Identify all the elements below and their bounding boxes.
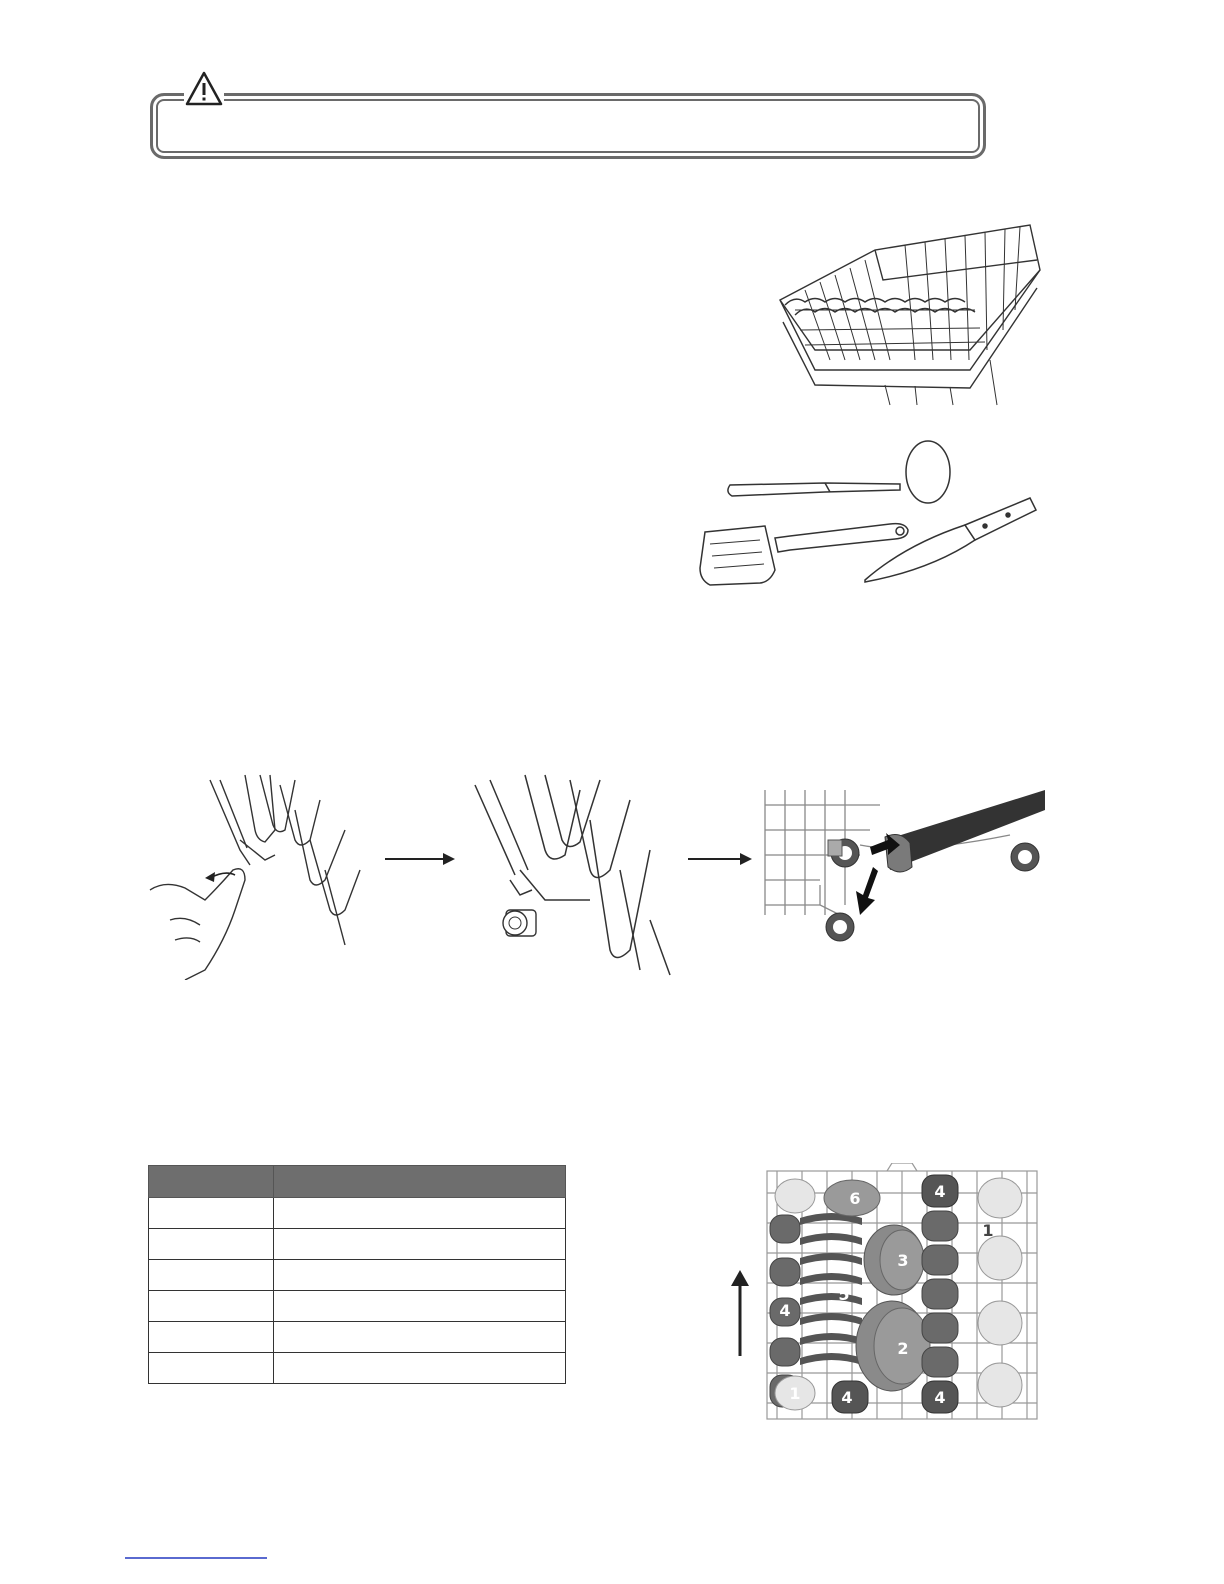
table-row [149, 1229, 566, 1260]
loading-table [148, 1165, 566, 1384]
table-cell [274, 1260, 566, 1291]
table-cell [274, 1198, 566, 1229]
wheel-removal-step-2 [470, 770, 675, 980]
utensils-illustration [690, 440, 1045, 595]
upper-basket-illustration [775, 210, 1045, 410]
footer-link-underline [125, 1557, 267, 1559]
label-4: 4 [841, 1388, 853, 1407]
table-row [149, 1260, 566, 1291]
arrow-right-icon [688, 852, 752, 866]
label-4: 4 [934, 1388, 946, 1407]
arrow-right-icon [385, 852, 455, 866]
label-4: 4 [934, 1182, 946, 1201]
wheel-removal-step-1 [145, 770, 375, 980]
table-header-cell [274, 1166, 566, 1198]
table-cell [149, 1322, 274, 1353]
table-cell [274, 1291, 566, 1322]
table-row [149, 1353, 566, 1384]
label-6: 6 [849, 1189, 861, 1208]
basket-loading-diagram [762, 1163, 1044, 1425]
table-header-row [149, 1166, 566, 1198]
warning-box [150, 93, 986, 159]
table-row [149, 1291, 566, 1322]
table-cell [274, 1229, 566, 1260]
arrow-up-icon [730, 1270, 750, 1356]
wheel-removal-step-3 [760, 785, 1050, 950]
table-cell [149, 1260, 274, 1291]
label-4: 4 [779, 1301, 791, 1320]
warning-triangle-icon [184, 70, 224, 108]
label-2: 2 [897, 1339, 909, 1358]
table-cell [149, 1229, 274, 1260]
table-row [149, 1198, 566, 1229]
label-1: 1 [982, 1221, 994, 1240]
label-3: 3 [897, 1251, 909, 1270]
label-1: 1 [789, 1384, 801, 1403]
label-5: 5 [838, 1285, 850, 1304]
table-cell [274, 1322, 566, 1353]
table-cell [149, 1353, 274, 1384]
table-cell [149, 1198, 274, 1229]
table-cell [149, 1291, 274, 1322]
table-header-cell [149, 1166, 274, 1198]
table-row [149, 1322, 566, 1353]
table-cell [274, 1353, 566, 1384]
